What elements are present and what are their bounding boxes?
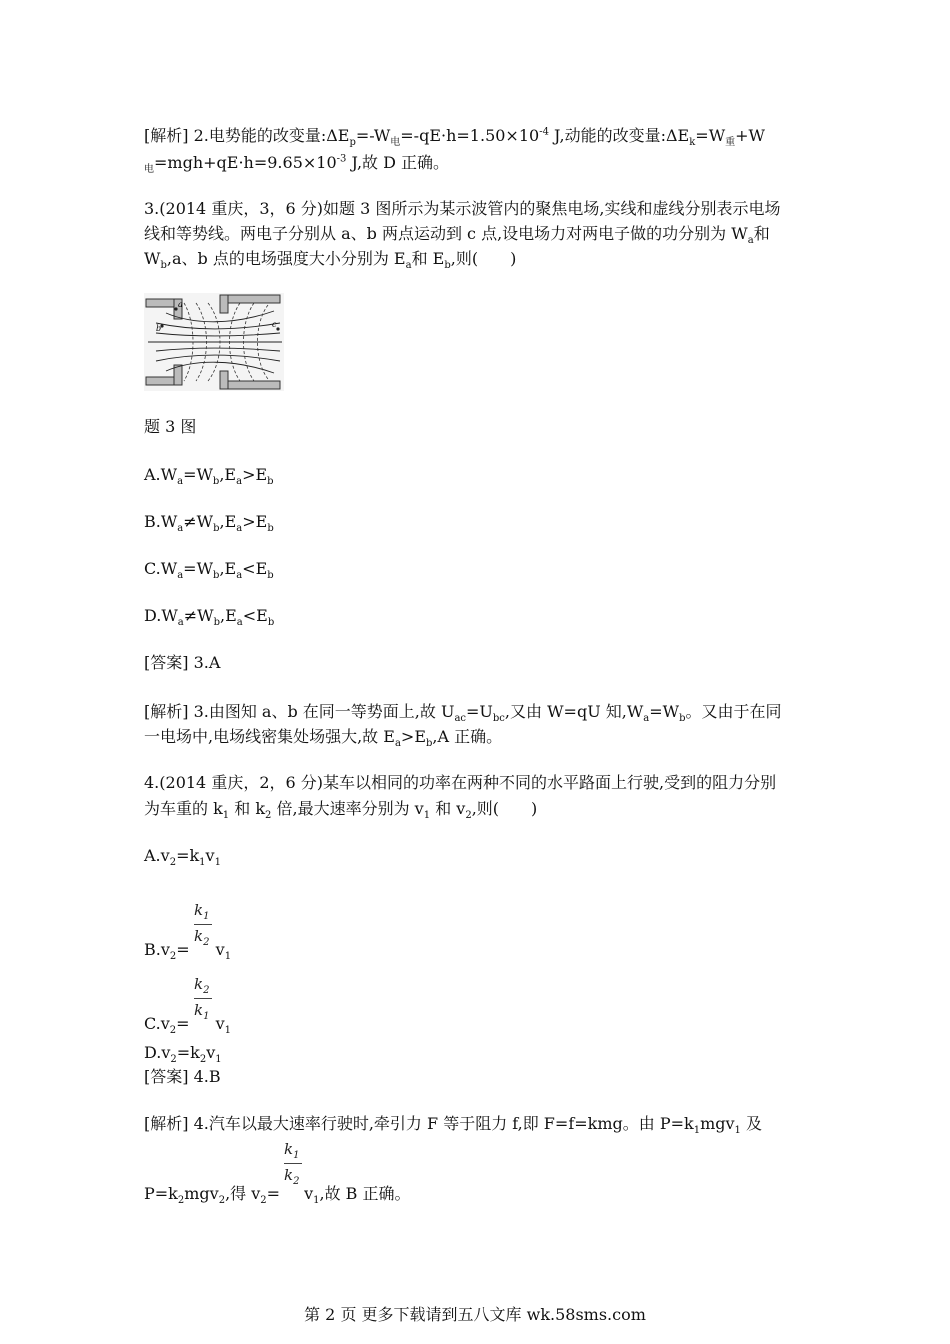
sub: b: [213, 617, 221, 629]
text: D.v: [144, 1043, 171, 1062]
figure-label-c: c: [272, 320, 277, 329]
text: =k: [176, 846, 200, 865]
sub: 1: [203, 1011, 210, 1022]
sub: 2: [170, 1054, 177, 1066]
sub: b: [267, 476, 274, 488]
text: >E: [242, 512, 268, 531]
sub: 电: [390, 137, 401, 149]
focusing-field-figure: [144, 293, 284, 391]
q3-stem-line2: [144, 223, 770, 245]
sup: -4: [539, 126, 549, 138]
q4-analysis-line2: [144, 1183, 411, 1205]
sub: b: [679, 713, 686, 725]
sub: a: [236, 617, 243, 629]
q3-answer: [答案] 3.A: [144, 653, 221, 672]
q3-option-d: [144, 605, 274, 627]
q3-option-c: [144, 558, 274, 580]
text: 和 v: [430, 799, 466, 818]
sub: a: [177, 523, 184, 535]
text: ,E: [219, 512, 237, 531]
text: k: [194, 1001, 204, 1019]
text: =-qE·h=1.50×10: [400, 126, 540, 145]
q4-answer: [答案] 4.B: [144, 1067, 221, 1086]
text: ,又由 W=qU 知,W: [504, 702, 644, 721]
text: mgv: [184, 1184, 219, 1203]
q4-option-b: [144, 939, 231, 961]
text: [解析] 3.由图知 a、b 在同一等势面上,故 U: [144, 702, 455, 721]
text: mgv: [700, 1114, 735, 1133]
text: =k: [176, 1043, 200, 1062]
text: >E: [400, 727, 427, 746]
text: ,a、b 点的电场强度大小分别为 E: [166, 249, 406, 268]
text: [解析] 4.汽车以最大速率行驶时,牵引力 F 等于阻力 f,即 F=f=kmg。由 P=k: [144, 1114, 694, 1133]
q4-stem-line2: [144, 798, 537, 820]
sub: 2: [465, 810, 472, 822]
sub: 1: [734, 1125, 741, 1137]
sub: b: [212, 476, 220, 488]
sub: a: [236, 570, 243, 582]
fraction-bar: [194, 998, 212, 999]
q2-analysis-line1: [144, 125, 765, 147]
sub: bc: [492, 713, 505, 725]
text: [解析] 2.电势能的改变量:ΔE: [144, 126, 350, 145]
q3-option-b: [144, 511, 274, 533]
text: 和 E: [411, 249, 445, 268]
sub: 2: [203, 985, 210, 996]
text: =: [266, 1184, 281, 1203]
q3-option-a: [144, 464, 274, 486]
sub: 2: [203, 937, 210, 948]
text: >E: [242, 465, 268, 484]
q4-option-c: [144, 1013, 231, 1035]
text: ,得 v: [225, 1184, 261, 1203]
text: <E: [242, 559, 268, 578]
sub: 1: [215, 1054, 222, 1066]
text: =mgh+qE·h=9.65×10: [154, 153, 337, 172]
sub: 1: [224, 1025, 231, 1037]
fraction-bar: [194, 924, 212, 925]
text: v: [206, 1043, 216, 1062]
text: k: [194, 901, 204, 919]
sub: b: [444, 260, 451, 272]
q3-stem-line3: [144, 248, 516, 270]
text: W: [144, 249, 161, 268]
text: v: [215, 1014, 225, 1033]
text: ,则( ): [450, 249, 517, 268]
sub: 1: [293, 1150, 300, 1161]
text: =W: [649, 702, 680, 721]
sub: 1: [423, 810, 431, 822]
sub: a: [177, 476, 184, 488]
sub: a: [177, 570, 184, 582]
sub: 2: [199, 1054, 207, 1066]
sub: a: [177, 617, 184, 629]
sub: 1: [199, 857, 206, 869]
text: A.v: [144, 846, 170, 865]
q4-option-d: [144, 1042, 222, 1064]
text: C.v: [144, 1014, 170, 1033]
q4-stem-line1: 4.(2014 重庆，2，6 分)某车以相同的功率在两种不同的水平路面上行驶,受到的阻力分别: [144, 773, 777, 792]
figure-caption: 题 3 图: [144, 417, 197, 436]
text: k: [194, 975, 204, 993]
sub: a: [236, 523, 243, 535]
sub: 2: [169, 951, 177, 963]
q4-analysis-line1: [144, 1113, 762, 1135]
sub: p: [349, 137, 356, 149]
text: 及: [740, 1114, 763, 1133]
text: J,动能的改变量:ΔE: [548, 126, 690, 145]
text: D.W: [144, 606, 178, 625]
text: =: [176, 1014, 190, 1033]
sub: b: [213, 570, 220, 582]
sub: 2: [218, 1195, 226, 1207]
text: =W: [695, 126, 726, 145]
sub: a: [236, 476, 243, 488]
fraction-bar: [284, 1163, 302, 1164]
text: 和 k: [229, 799, 266, 818]
text: 线和等势线。两电子分别从 a、b 两点运动到 c 点,设电场力对两电子做的功分别为 W: [144, 224, 748, 243]
sub: b: [213, 523, 220, 535]
sub: 2: [169, 1025, 177, 1037]
q3-analysis-line2: [144, 726, 502, 748]
sub: ac: [454, 713, 467, 725]
text: ≠W: [183, 606, 214, 625]
text: ,故 B 正确。: [319, 1184, 411, 1203]
text: +W: [735, 126, 765, 145]
sub: 1: [313, 1195, 320, 1207]
text: C.W: [144, 559, 178, 578]
text: ,E: [219, 559, 237, 578]
text: 为车重的 k: [144, 799, 223, 818]
page-footer: 第 2 页 更多下载请到五八文库 wk.58sms.com: [304, 1305, 646, 1324]
text: B.v: [144, 940, 170, 959]
text: 。又由于在同: [685, 702, 782, 721]
sub: b: [267, 617, 275, 629]
sub: 2: [169, 857, 177, 869]
text: ,A 正确。: [432, 727, 503, 746]
sub: b: [267, 523, 274, 535]
sub: 1: [214, 857, 221, 869]
text: P=k: [144, 1184, 178, 1203]
text: 一电场中,电场线密集处场强大,故 E: [144, 727, 395, 746]
text: ≠W: [183, 512, 214, 531]
text: B.W: [144, 512, 178, 531]
q4-option-a: [144, 845, 221, 867]
sub: 1: [693, 1125, 701, 1137]
sub: b: [426, 738, 433, 750]
sub: a: [405, 260, 412, 272]
text: v: [205, 846, 215, 865]
text: ,E: [219, 465, 237, 484]
sub: a: [643, 713, 650, 725]
sub: 2: [177, 1195, 185, 1207]
sub: k: [689, 137, 696, 149]
text: A.W: [144, 465, 178, 484]
sub: 2: [293, 1176, 300, 1187]
sub: 1: [203, 911, 210, 922]
q3-analysis-line1: [144, 701, 782, 723]
text: ,E: [220, 606, 237, 625]
q2-analysis-line2: [144, 152, 449, 174]
sub: 2: [265, 810, 272, 822]
text: =: [176, 940, 190, 959]
text: k: [194, 927, 204, 945]
sub: b: [267, 570, 274, 582]
sub: 重: [725, 137, 736, 149]
sub: 2: [260, 1195, 267, 1207]
figure-label-a: a: [178, 300, 183, 309]
text: k: [284, 1140, 294, 1158]
text: =U: [466, 702, 493, 721]
text: 倍,最大速率分别为 v: [271, 799, 424, 818]
text: =-W: [355, 126, 391, 145]
text: J,故 D 正确。: [346, 153, 450, 172]
text: ,则( ): [471, 799, 538, 818]
sub: 电: [144, 164, 154, 176]
sub: 1: [222, 810, 230, 822]
sub: a: [747, 235, 754, 247]
sub: a: [394, 738, 401, 750]
text: <E: [242, 606, 268, 625]
text: v: [304, 1184, 314, 1203]
sub: b: [160, 260, 167, 272]
text: v: [215, 940, 225, 959]
text: 和: [753, 224, 770, 243]
text: =W: [183, 465, 213, 484]
sub: 1: [224, 951, 232, 963]
sup: -3: [336, 153, 347, 165]
q3-stem-line1: 3.(2014 重庆，3，6 分)如题 3 图所示为某示波管内的聚焦电场,实线和虚线分别表示电场: [144, 199, 781, 218]
figure-label-b: b: [156, 324, 162, 333]
text: k: [284, 1166, 294, 1184]
text: =W: [183, 559, 214, 578]
